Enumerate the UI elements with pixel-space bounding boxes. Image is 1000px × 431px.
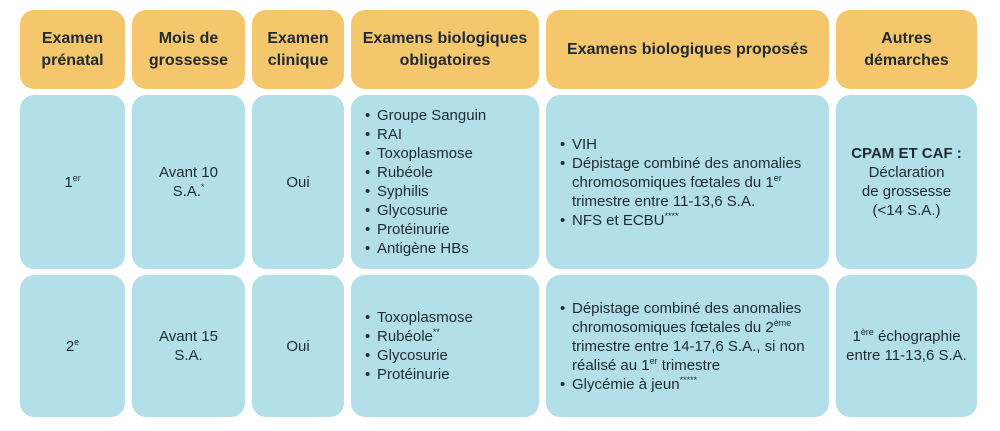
header-clinical	[252, 10, 344, 89]
list-item: • RAI	[365, 125, 486, 144]
list-item: • Syphilis	[365, 182, 486, 201]
list-item	[560, 211, 819, 230]
header-mandatory-line2: obligatoires	[399, 51, 491, 69]
row1-month-sup: *	[200, 182, 205, 192]
row2-other-prefix: 1	[852, 328, 861, 345]
row1-proposed-item3-sup: ****	[664, 210, 679, 221]
row1-clinical-value: Oui	[286, 173, 310, 191]
header-clinical-line2: clinique	[267, 51, 329, 69]
header-proposed	[546, 10, 829, 89]
row2-other-line2: entre 11-13,6 S.A.	[846, 347, 967, 364]
row2-proposed-item2: Glycémie à jeun	[572, 375, 680, 393]
header-mandatory	[351, 10, 539, 89]
row1-month-line1: Avant 10	[159, 164, 218, 181]
row2-exam-value	[66, 337, 79, 356]
row2-other	[836, 275, 977, 417]
header-month-line1: Mois de	[158, 29, 219, 47]
list-item: • Toxoplasmose	[365, 308, 473, 327]
header-exam-line2: prénatal	[41, 51, 104, 69]
header-proposed-text: Examens biologiques proposés	[567, 40, 808, 58]
row2-mandatory-list	[365, 308, 473, 384]
header-clinical-line1: Examen	[267, 29, 329, 47]
header-other-line1: Autres	[881, 29, 932, 47]
list-item: • Protéinurie	[365, 220, 486, 239]
list-item	[365, 327, 473, 346]
row1-month	[132, 95, 245, 269]
list-item: • Groupe Sanguin	[365, 106, 486, 125]
row1-other	[836, 95, 977, 269]
row1-mandatory-list	[365, 106, 486, 258]
header-month	[132, 10, 245, 89]
row2-proposed-item1-a: Dépistage combiné des anomalies chromosomiques fœtales du 2	[572, 299, 802, 336]
list-item: • Protéinurie	[365, 365, 473, 384]
list-item: • Antigène HBs	[365, 239, 486, 258]
row1-proposed-item2-b: trimestre entre 11-13,6 S.A.	[572, 192, 756, 210]
list-item	[560, 154, 819, 211]
list-item: • Glycosurie	[365, 201, 486, 220]
row1-other-line1: Déclaration	[868, 164, 945, 181]
row2-other-sup: ère	[860, 327, 874, 337]
row2-other-line1	[852, 327, 960, 346]
row1-mandatory	[351, 95, 539, 269]
row1-proposed	[546, 95, 829, 269]
row1-other-line3: (<14 S.A.)	[872, 202, 941, 219]
row2-proposed	[546, 275, 829, 417]
row2-exam-sup: e	[74, 336, 80, 347]
row1-exam	[20, 95, 125, 269]
row2-mandatory-item2: Rubéole	[377, 328, 433, 345]
row1-other-line2: de grossesse	[861, 183, 952, 200]
row1-exam-sup: er	[72, 172, 81, 183]
row1-proposed-list	[560, 135, 819, 230]
row1-proposed-item2-a: Dépistage combiné des anomalies chromosomiques fœtales du 1	[572, 154, 802, 191]
list-item	[560, 375, 819, 394]
list-item: • Toxoplasmose	[365, 144, 486, 163]
row2-proposed-list	[560, 299, 819, 394]
header-other-line2: démarches	[864, 51, 949, 69]
row2-proposed-item2-sup: *****	[679, 374, 698, 385]
pregnancy-exam-table	[20, 10, 977, 417]
row2-proposed-item1-c: trimestre	[657, 356, 721, 374]
row1-other-title: CPAM ET CAF :	[851, 145, 962, 162]
row2-proposed-item1-sup: ème	[773, 317, 792, 328]
header-other	[836, 10, 977, 89]
header-month-line2: grossesse	[148, 51, 229, 69]
row1-month-line2-wrap	[173, 182, 205, 201]
header-exam	[20, 10, 125, 89]
list-item: • Rubéole	[365, 163, 486, 182]
row2-other-line1-rest: échographie	[873, 328, 961, 345]
row1-exam-number: 1	[64, 173, 73, 191]
row2-proposed-item1-b: trimestre entre 14-17,6 S.A., si non réalisé au 1	[572, 337, 805, 374]
row2-mandatory	[351, 275, 539, 417]
row2-exam-number: 2	[65, 337, 75, 355]
row2-proposed-item1-sup2: er	[649, 355, 658, 366]
row2-month-line2: S.A.	[174, 347, 203, 364]
row2-clinical	[252, 275, 344, 417]
row2-month-line1: Avant 15	[159, 328, 218, 345]
row1-clinical	[252, 95, 344, 269]
row1-exam-value	[64, 173, 80, 192]
row2-mandatory-item2-sup: **	[432, 327, 440, 337]
list-item: • Glycosurie	[365, 346, 473, 365]
row2-exam	[20, 275, 125, 417]
row2-month	[132, 275, 245, 417]
header-exam-line1: Examen	[41, 29, 104, 47]
row1-proposed-item3: NFS et ECBU	[572, 211, 665, 229]
row1-proposed-item2-sup: er	[773, 172, 782, 183]
row1-month-line2: S.A.	[172, 183, 201, 200]
row2-clinical-value: Oui	[286, 337, 310, 355]
list-item	[560, 299, 819, 375]
list-item: • VIH	[560, 135, 819, 154]
header-mandatory-line1: Examens biologiques	[362, 29, 528, 47]
